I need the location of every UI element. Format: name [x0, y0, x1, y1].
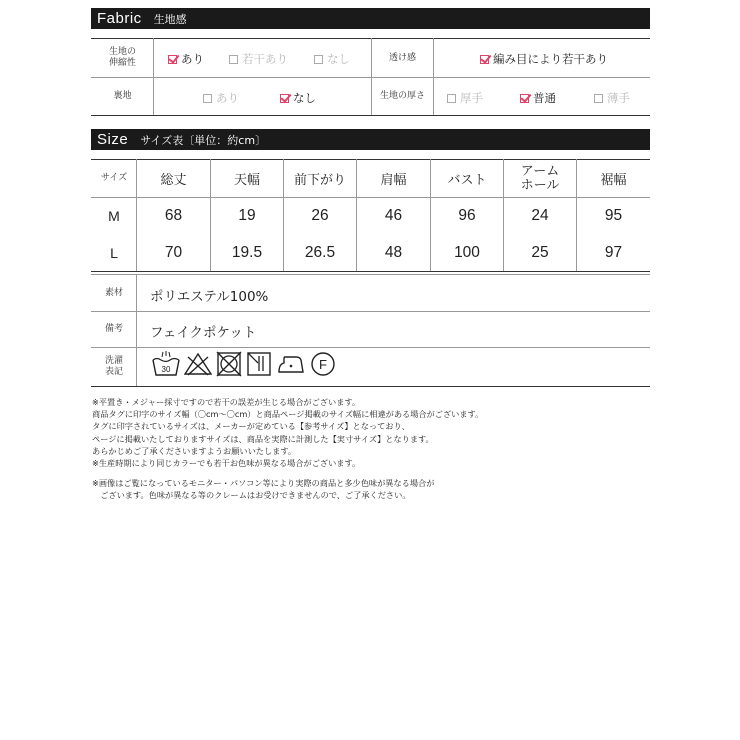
- checkbox-checked-icon: [280, 94, 289, 103]
- size-m-bust: 96: [458, 207, 476, 224]
- stretch-option-slight: 若干あり: [229, 51, 288, 67]
- checkbox-empty-icon: [594, 94, 603, 103]
- lining-label: 裏地: [113, 91, 132, 101]
- checkbox-empty-icon: [203, 94, 212, 103]
- size-l-shoulder: 48: [384, 244, 403, 261]
- iron-low-icon: [276, 351, 306, 377]
- size-l-neck-width: 19.5: [231, 244, 263, 261]
- no-tumble-dry-icon: [216, 351, 242, 377]
- no-bleach-icon: [184, 351, 212, 377]
- size-m-length: 68: [164, 207, 183, 224]
- stretch-label: 生地の 伸縮性: [108, 47, 136, 68]
- stretch-option-none: なし: [314, 51, 350, 67]
- svg-text:30: 30: [161, 365, 171, 374]
- fabric-label-divider-left: [153, 38, 154, 115]
- size-header-bust: バスト: [447, 173, 487, 188]
- lining-option-yes: あり: [203, 90, 239, 106]
- line-dry-shade-icon: [246, 351, 272, 377]
- size-m-armhole: 24: [531, 207, 549, 224]
- remarks-label: 備考: [104, 324, 123, 334]
- checkbox-checked-icon: [520, 94, 529, 103]
- fabric-label-divider-right: [433, 38, 434, 115]
- details-rule-1: [91, 311, 650, 312]
- remarks-value: フェイクポケット: [150, 325, 257, 341]
- lining-option-no: なし: [280, 90, 316, 106]
- dry-clean-f-icon: [310, 351, 336, 377]
- note-line: ページに掲載いたしておりますサイズは、商品を実際に計測した【実寸サイズ】となります。: [92, 433, 434, 444]
- size-l-length: 70: [164, 244, 183, 261]
- sheer-label: 透け感: [388, 52, 416, 63]
- notes-block-2: [92, 477, 434, 501]
- sheer-option-slight: 編み目により若干あり: [480, 51, 608, 67]
- size-l-front-drop: 26.5: [304, 244, 336, 261]
- size-header-armhole: アーム ホール: [520, 163, 560, 193]
- fabric-title-en: Fabric: [97, 10, 142, 27]
- details-bottom-rule: [91, 386, 650, 387]
- size-header-shoulder: 肩幅: [380, 173, 407, 188]
- size-header-front-drop: 前下がり: [293, 173, 346, 188]
- note-line: ※画像はご覧になっているモニター・パソコン等により実際の商品と多少色味が異なる場合が: [92, 478, 435, 488]
- size-section-header: [91, 129, 650, 150]
- checkbox-checked-icon: [480, 55, 489, 64]
- details-label-divider: [136, 274, 137, 386]
- size-header-hem: 裾幅: [600, 173, 627, 188]
- size-table-bottom-rule-2: [91, 274, 650, 275]
- checkbox-checked-icon: [168, 55, 177, 64]
- size-table-bottom-rule: [91, 271, 650, 272]
- svg-text:F: F: [319, 357, 327, 372]
- care-label: 洗濯 表記: [104, 356, 123, 377]
- details-rule-2: [91, 347, 650, 348]
- size-l-hem: 97: [604, 244, 623, 261]
- note-line: ※生産時期により同じカラーでも若干お色味が異なる場合がございます。: [92, 458, 361, 469]
- fabric-table-bottom-rule: [91, 115, 650, 116]
- note-line: 商品タグに印字のサイズ幅（〇cm〜〇cm）と商品ページ掲載のサイズ幅に相違がある場合がございます。: [92, 409, 484, 420]
- thickness-option-thin: 薄手: [594, 90, 630, 106]
- fabric-section-header: [91, 8, 650, 29]
- size-row-label-l: L: [110, 245, 118, 261]
- thickness-option-normal: 普通: [520, 90, 556, 106]
- size-header-length: 総丈: [160, 173, 187, 188]
- notes-block-1: [92, 396, 483, 469]
- care-symbols: [152, 351, 336, 377]
- note-line: タグに印字されているサイズは、メーカーが定めている【参考サイズ】となっており、: [92, 421, 410, 432]
- size-m-shoulder: 46: [384, 207, 403, 224]
- size-l-bust: 100: [454, 244, 480, 261]
- fabric-title-ja: 生地感: [153, 12, 187, 26]
- size-title-en: Size: [97, 131, 129, 148]
- wash-tub-30-icon: [152, 351, 180, 377]
- checkbox-empty-icon: [314, 55, 323, 64]
- thickness-option-thick: 厚手: [447, 90, 483, 106]
- size-header-size: サイズ: [100, 173, 128, 183]
- checkbox-empty-icon: [229, 55, 238, 64]
- thickness-label: 生地の厚さ: [379, 91, 425, 101]
- material-value: ポリエステル100%: [150, 289, 269, 305]
- checkbox-empty-icon: [447, 94, 456, 103]
- note-line: あらかじめご了承くださいますようお願いいたします。: [92, 445, 297, 456]
- size-m-front-drop: 26: [311, 207, 329, 224]
- material-label: 素材: [104, 287, 123, 298]
- size-row-label-m: M: [108, 208, 120, 224]
- note-line: ございます。色味が異なる等のクレームはお受けできませんので、ご了承ください。: [92, 490, 411, 501]
- size-m-hem: 95: [604, 207, 623, 224]
- note-line: ※平置き・メジャー採寸ですので若干の誤差が生じる場合がございます。: [92, 397, 361, 407]
- size-title-ja: サイズ表〔単位：約cm〕: [140, 133, 267, 147]
- stretch-option-yes: あり: [168, 51, 204, 67]
- size-l-armhole: 25: [531, 244, 549, 261]
- size-header-neck-width: 天幅: [233, 173, 260, 188]
- size-m-neck-width: 19: [238, 207, 256, 224]
